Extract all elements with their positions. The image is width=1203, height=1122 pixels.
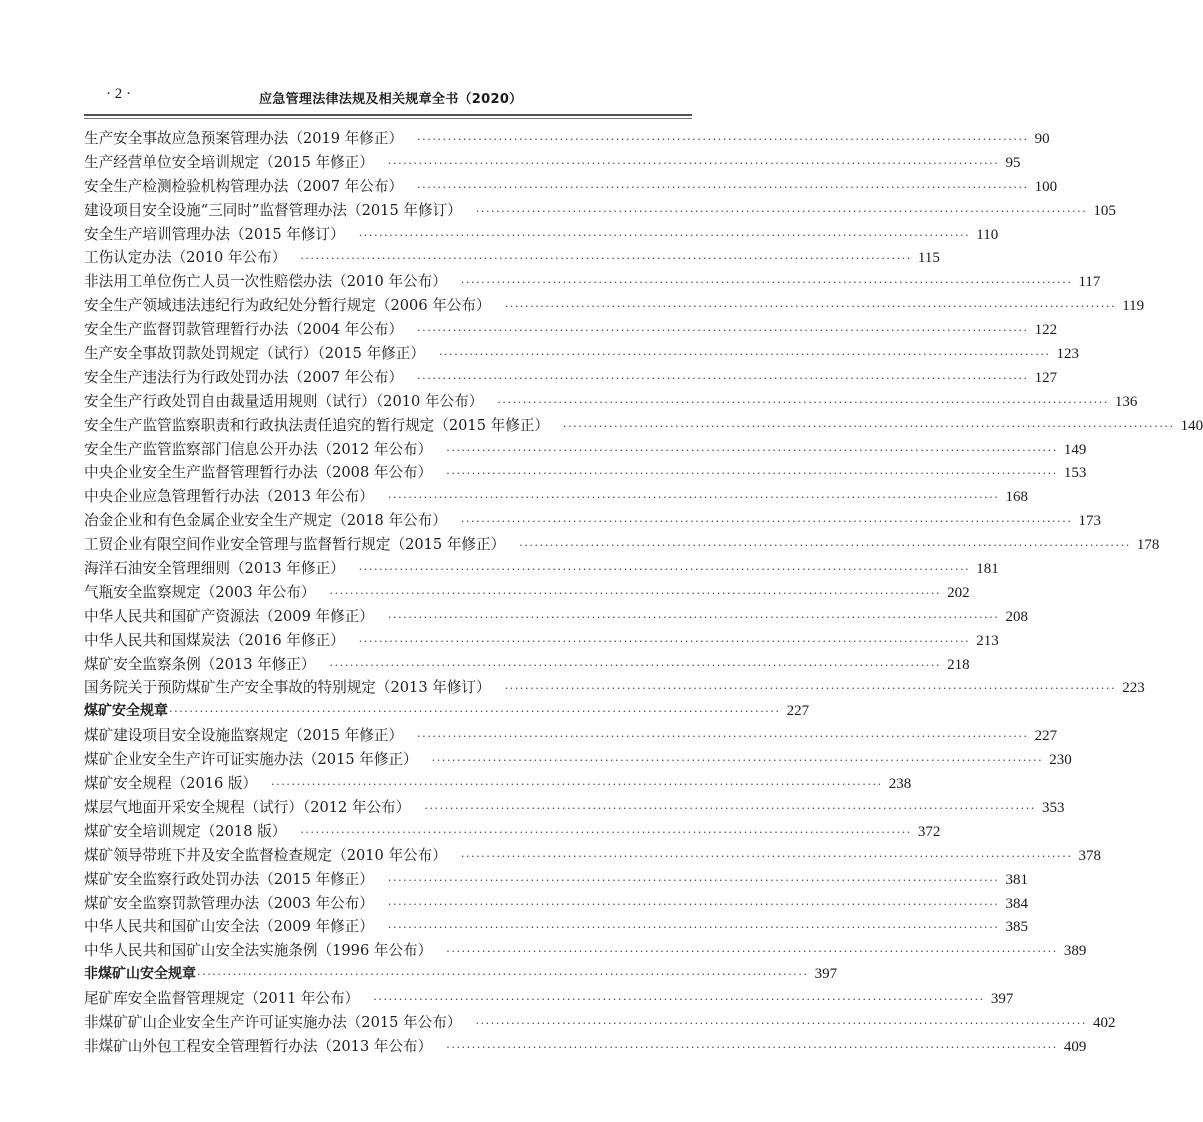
toc-entry-title: 中华人民共和国矿产资源法（2009 年修正） (84, 607, 374, 625)
toc-entry-page: 227 (786, 703, 810, 720)
dot-leader: ························································································································ (417, 180, 1029, 194)
toc-entry[interactable] (84, 987, 1014, 1011)
toc-entry-title: 煤矿安全培训规定（2018 版） (84, 822, 287, 840)
toc-entry-page: 123 (1056, 346, 1080, 363)
toc-section-heading[interactable] (84, 700, 810, 724)
dot-leader: ························································································································ (417, 730, 1029, 744)
toc-entry-title: 安全生产领域违法违纪行为政纪处分暂行规定（2006 年公布） (84, 297, 491, 315)
toc-entry-page: 202 (947, 584, 970, 601)
toc-entry[interactable] (84, 868, 1028, 892)
toc-entry-title: 生产经营单位安全培训规定（2015 年修正） (84, 153, 374, 171)
toc-entry-page: 95 (1005, 154, 1021, 171)
toc-entry-title: 中央企业应急管理暂行办法（2013 年公布） (84, 488, 374, 506)
dot-leader: ························································································································ (300, 252, 912, 266)
toc-entry-title: 生产安全事故应急预案管理办法（2019 年修正） (84, 130, 404, 147)
toc-entry-title: 安全生产行政处罚自由裁量适用规则（试行）（2010 年公布） (84, 392, 484, 410)
toc-entry-page: 223 (1122, 680, 1145, 697)
dot-leader: ························································································································ (504, 682, 1117, 696)
toc-entry-title: 非煤矿矿山企业安全生产许可证实施办法（2015 年公布） (84, 1013, 462, 1031)
toc-entry-page: 168 (1005, 489, 1028, 506)
toc-entry[interactable] (84, 199, 1116, 223)
toc-entry[interactable] (84, 796, 1065, 820)
toc-entry-page: 353 (1041, 799, 1065, 816)
toc-entry-title: 煤矿安全监察条例（2013 年修正） (84, 655, 316, 673)
toc-entry-title: 安全生产监管监察部门信息公开办法（2012 年公布） (84, 440, 433, 458)
dot-leader: ························································································································ (329, 586, 942, 600)
dot-leader: ························································································································ (446, 443, 1058, 457)
dot-leader: ························································································································ (431, 754, 1044, 768)
toc-entry-title: 煤矿领导带班下井及安全监督检查规定（2010 年公布） (84, 846, 447, 864)
dot-leader: ························································································································ (460, 276, 1073, 290)
toc-entry-page: 140 (1180, 417, 1203, 434)
running-header (84, 86, 692, 108)
toc-entry-page: 385 (1005, 919, 1028, 936)
toc-entry[interactable] (84, 892, 1028, 916)
toc-entry-page: 173 (1078, 513, 1101, 530)
dot-leader: ························································································································ (358, 228, 971, 242)
toc-entry-page: 136 (1114, 393, 1138, 410)
toc-entry-page: 381 (1005, 871, 1028, 888)
toc-entry[interactable] (84, 676, 1145, 700)
toc-entry-title: 煤层气地面开采安全规程（试行）（2012 年公布） (84, 798, 411, 816)
toc-entry-page: 238 (888, 776, 912, 793)
toc-entry[interactable] (84, 151, 1021, 175)
toc-entry-page: 110 (976, 226, 999, 243)
toc-entry-page: 105 (1093, 202, 1116, 219)
toc-entry-title: 煤矿安全规章 (84, 703, 168, 720)
dot-leader: ························································································································ (329, 658, 942, 672)
toc-entry-page: 409 (1063, 1038, 1087, 1055)
toc-entry[interactable] (84, 246, 940, 270)
toc-entry-page: 178 (1136, 537, 1160, 554)
toc-entry-title: 安全生产违法行为行政处罚办法（2007 年公布） (84, 368, 404, 386)
toc-entry[interactable] (84, 557, 999, 581)
dot-leader: ························································································································ (460, 849, 1073, 863)
toc-entry[interactable] (84, 748, 1072, 772)
toc-entry-title: 安全生产监督罚款管理暂行办法（2004 年公布） (84, 321, 404, 339)
toc-entry-title: 非法用工单位伤亡人员一次性赔偿办法（2010 年公布） (84, 273, 447, 291)
book-title: 应急管理法律法规及相关规章全书（2020） (259, 92, 523, 107)
toc-entry[interactable] (84, 581, 970, 605)
toc-entry-page: 218 (947, 656, 970, 673)
toc-entry-title: 非煤矿山外包工程安全管理暂行办法（2013 年公布） (84, 1037, 433, 1055)
toc-entry-title: 安全生产培训管理办法（2015 年修订） (84, 225, 345, 243)
toc-entry-title: 工伤认定办法（2010 年公布） (84, 249, 287, 267)
toc-entry[interactable] (84, 461, 1087, 485)
dot-leader: ························································································································ (446, 1040, 1058, 1054)
toc-entry[interactable] (84, 270, 1101, 294)
dot-leader: ························································································································ (387, 491, 1000, 505)
dot-leader: ························································································································ (197, 968, 809, 982)
dot-leader: ························································································································ (446, 945, 1058, 959)
toc-entry-page: 389 (1063, 943, 1087, 960)
dot-leader: ························································································································ (387, 897, 1000, 911)
page-number: · 2 · (106, 86, 131, 102)
header-rule (84, 114, 692, 119)
dot-leader: ························································································································ (475, 204, 1088, 218)
toc-entry-page: 122 (1034, 322, 1058, 339)
toc-entry-title: 气瓶安全监察规定（2003 年公布） (84, 583, 316, 601)
toc-entry[interactable] (84, 724, 1058, 748)
toc-entry-title: 中华人民共和国煤炭法（2016 年修正） (84, 631, 345, 649)
table-of-contents (84, 127, 1203, 1059)
toc-section-heading[interactable] (84, 963, 838, 987)
toc-entry-title: 煤矿安全监察行政处罚办法（2015 年修正） (84, 870, 374, 888)
toc-entry-title: 安全生产检测检验机构管理办法（2007 年公布） (84, 177, 404, 195)
toc-entry-title: 生产安全事故罚款处罚规定（试行）（2015 年修正） (84, 345, 425, 363)
toc-entry[interactable] (84, 390, 1138, 414)
toc-entry-page: 117 (1078, 274, 1101, 291)
toc-entry[interactable] (84, 438, 1087, 462)
toc-entry-title: 尾矿库安全监督管理规定（2011 年公布） (84, 990, 360, 1008)
dot-leader: ························································································································ (373, 993, 985, 1007)
toc-entry[interactable] (84, 629, 999, 653)
dot-leader: ························································································································ (504, 300, 1117, 314)
toc-entry-page: 384 (1005, 895, 1028, 912)
toc-entry[interactable] (84, 772, 912, 796)
toc-entry[interactable] (84, 820, 941, 844)
toc-entry[interactable] (84, 342, 1080, 366)
dot-leader: ························································································································ (358, 563, 971, 577)
toc-entry-page: 181 (976, 561, 999, 578)
dot-leader: ························································································································ (387, 873, 1000, 887)
dot-leader: ························································································································ (271, 778, 883, 792)
dot-leader: ························································································································ (519, 539, 1131, 553)
toc-entry-title: 国务院关于预防煤矿生产安全事故的特别规定（2013 年修订） (84, 679, 491, 697)
toc-entry-page: 100 (1034, 178, 1058, 195)
dot-leader: ························································································································ (387, 921, 1000, 935)
toc-entry[interactable] (84, 294, 1145, 318)
toc-entry[interactable] (84, 175, 1058, 199)
toc-entry-page: 378 (1078, 847, 1101, 864)
dot-leader: ························································································································ (358, 634, 971, 648)
toc-entry[interactable] (84, 844, 1101, 868)
dot-leader: ························································································································ (169, 705, 781, 719)
toc-entry-title: 煤矿安全监察罚款管理办法（2003 年公布） (84, 894, 374, 912)
toc-entry-page: 119 (1122, 298, 1145, 315)
toc-entry-page: 127 (1034, 369, 1058, 386)
toc-entry[interactable] (84, 653, 970, 677)
dot-leader: ························································································································ (387, 610, 1000, 624)
dot-leader: ························································································································ (475, 1016, 1088, 1030)
toc-entry[interactable] (84, 605, 1028, 629)
toc-entry-title: 安全生产监管监察职责和行政执法责任追究的暂行规定（2015 年修正） (84, 416, 550, 434)
toc-entry-page: 372 (917, 823, 941, 840)
dot-leader: ························································································································ (300, 825, 912, 839)
dot-leader: ························································································································ (417, 371, 1029, 385)
toc-entry-title: 工贸企业有限空间作业安全管理与监督暂行规定（2015 年修正） (84, 536, 506, 554)
toc-entry-title: 中华人民共和国矿山安全法实施条例（1996 年公布） (84, 942, 433, 960)
toc-entry[interactable] (84, 485, 1028, 509)
toc-entry-title: 中华人民共和国矿山安全法（2009 年修正） (84, 918, 374, 936)
toc-entry[interactable] (84, 939, 1087, 963)
toc-entry[interactable] (84, 533, 1160, 557)
dot-leader: ························································································································ (417, 324, 1029, 338)
toc-entry-page: 227 (1034, 728, 1058, 745)
toc-entry[interactable] (84, 915, 1028, 939)
toc-entry-title: 冶金企业和有色金属企业安全生产规定（2018 年公布） (84, 512, 447, 530)
toc-entry-page: 397 (814, 966, 838, 983)
toc-entry-title: 煤矿企业安全生产许可证实施办法（2015 年修正） (84, 751, 418, 769)
toc-entry-page: 208 (1005, 608, 1028, 625)
toc-entry-page: 115 (917, 250, 940, 267)
dot-leader: ························································································································ (460, 515, 1073, 529)
toc-entry-title: 煤矿安全规程（2016 版） (84, 775, 258, 793)
toc-entry-page: 213 (976, 632, 999, 649)
toc-entry-title: 煤矿建设项目安全设施监察规定（2015 年修正） (84, 727, 404, 745)
toc-entry-page: 153 (1063, 465, 1087, 482)
dot-leader: ························································································································ (387, 156, 1000, 170)
toc-entry-page: 230 (1049, 752, 1072, 769)
toc-entry-page: 397 (990, 991, 1014, 1008)
toc-entry[interactable] (84, 414, 1203, 438)
dot-leader: ························································································································ (417, 133, 1029, 146)
toc-entry[interactable] (84, 127, 1050, 151)
toc-entry[interactable] (84, 223, 999, 247)
toc-entry-title: 海洋石油安全管理细则（2013 年修正） (84, 560, 345, 578)
toc-entry[interactable] (84, 509, 1101, 533)
dot-leader: ························································································································ (424, 801, 1036, 815)
toc-entry-page: 149 (1063, 441, 1087, 458)
toc-entry-title: 非煤矿山安全规章 (84, 966, 196, 983)
dot-leader: ························································································································ (497, 395, 1109, 409)
dot-leader: ························································································································ (446, 467, 1058, 481)
toc-entry[interactable] (84, 318, 1058, 342)
toc-entry-page: 90 (1034, 131, 1050, 147)
toc-entry-title: 中央企业安全生产监督管理暂行办法（2008 年公布） (84, 464, 433, 482)
toc-entry[interactable] (84, 366, 1058, 390)
toc-entry[interactable] (84, 1035, 1087, 1059)
toc-entry[interactable] (84, 1011, 1116, 1035)
dot-leader: ························································································································ (563, 419, 1175, 433)
toc-entry-page: 402 (1093, 1014, 1116, 1031)
dot-leader: ························································································································ (438, 348, 1051, 362)
toc-entry-title: 建设项目安全设施“三同时”监督管理办法（2015 年修订） (84, 201, 462, 219)
